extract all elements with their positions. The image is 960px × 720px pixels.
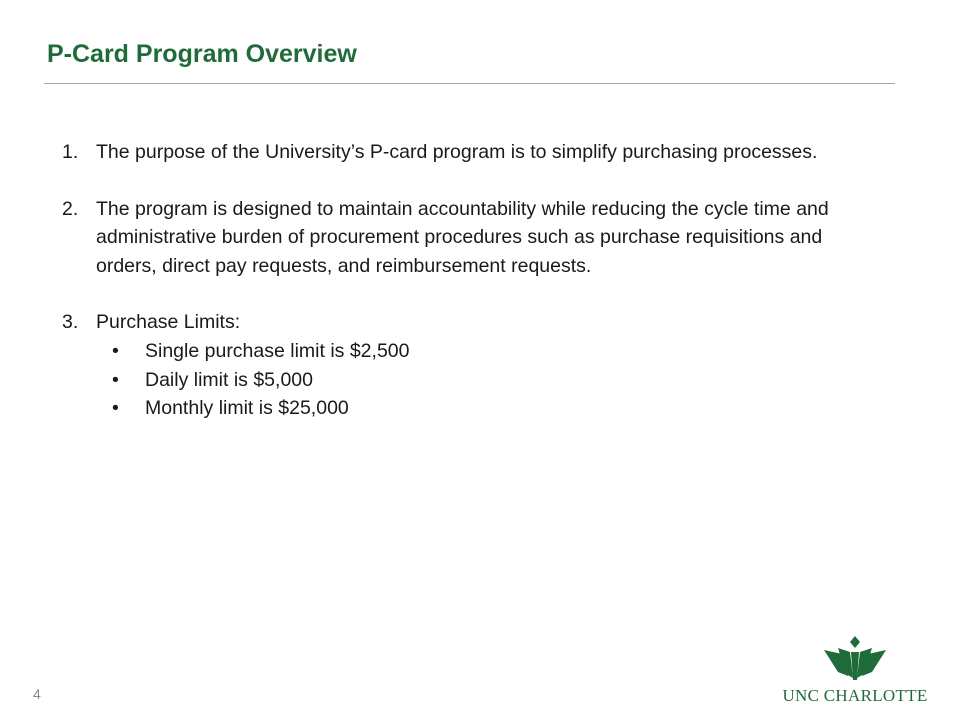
page-number: 4 xyxy=(33,686,41,702)
crown-leaves-icon xyxy=(822,636,888,682)
item-text: The program is designed to maintain accountability while reducing the cycle time and administrative burden of procurement procedures such as purchase requisitions and orders, direct pay requests, and reimbursement requests. xyxy=(96,197,829,277)
item-text: Purchase Limits: xyxy=(96,311,241,334)
limit-text: Monthly limit is $25,000 xyxy=(145,397,349,420)
limit-daily xyxy=(96,366,842,395)
item-text: The purpose of the University’s P-card program is to simplify purchasing processes. xyxy=(96,141,818,163)
item-number: 3. xyxy=(62,311,79,334)
item-number: 2. xyxy=(62,197,79,220)
list-item-1 xyxy=(62,138,842,167)
item-number: 1. xyxy=(62,141,79,163)
limit-single xyxy=(96,337,842,366)
limit-monthly xyxy=(96,394,842,423)
bullet-icon: • xyxy=(112,397,119,420)
list-item-2 xyxy=(62,195,842,281)
bullet-icon: • xyxy=(112,339,119,362)
slide-title: P-Card Program Overview xyxy=(47,40,357,68)
slide-content xyxy=(62,138,842,423)
limit-text: Single purchase limit is $2,500 xyxy=(145,339,410,362)
limit-text: Daily limit is $5,000 xyxy=(145,368,313,391)
purchase-limits-list xyxy=(96,337,842,423)
title-divider xyxy=(44,83,895,84)
bullet-icon: • xyxy=(112,368,119,391)
unc-charlotte-logo xyxy=(780,636,930,710)
list-item-3 xyxy=(62,308,842,422)
logo-wordmark: UNC CHARLOTTE xyxy=(782,686,928,705)
